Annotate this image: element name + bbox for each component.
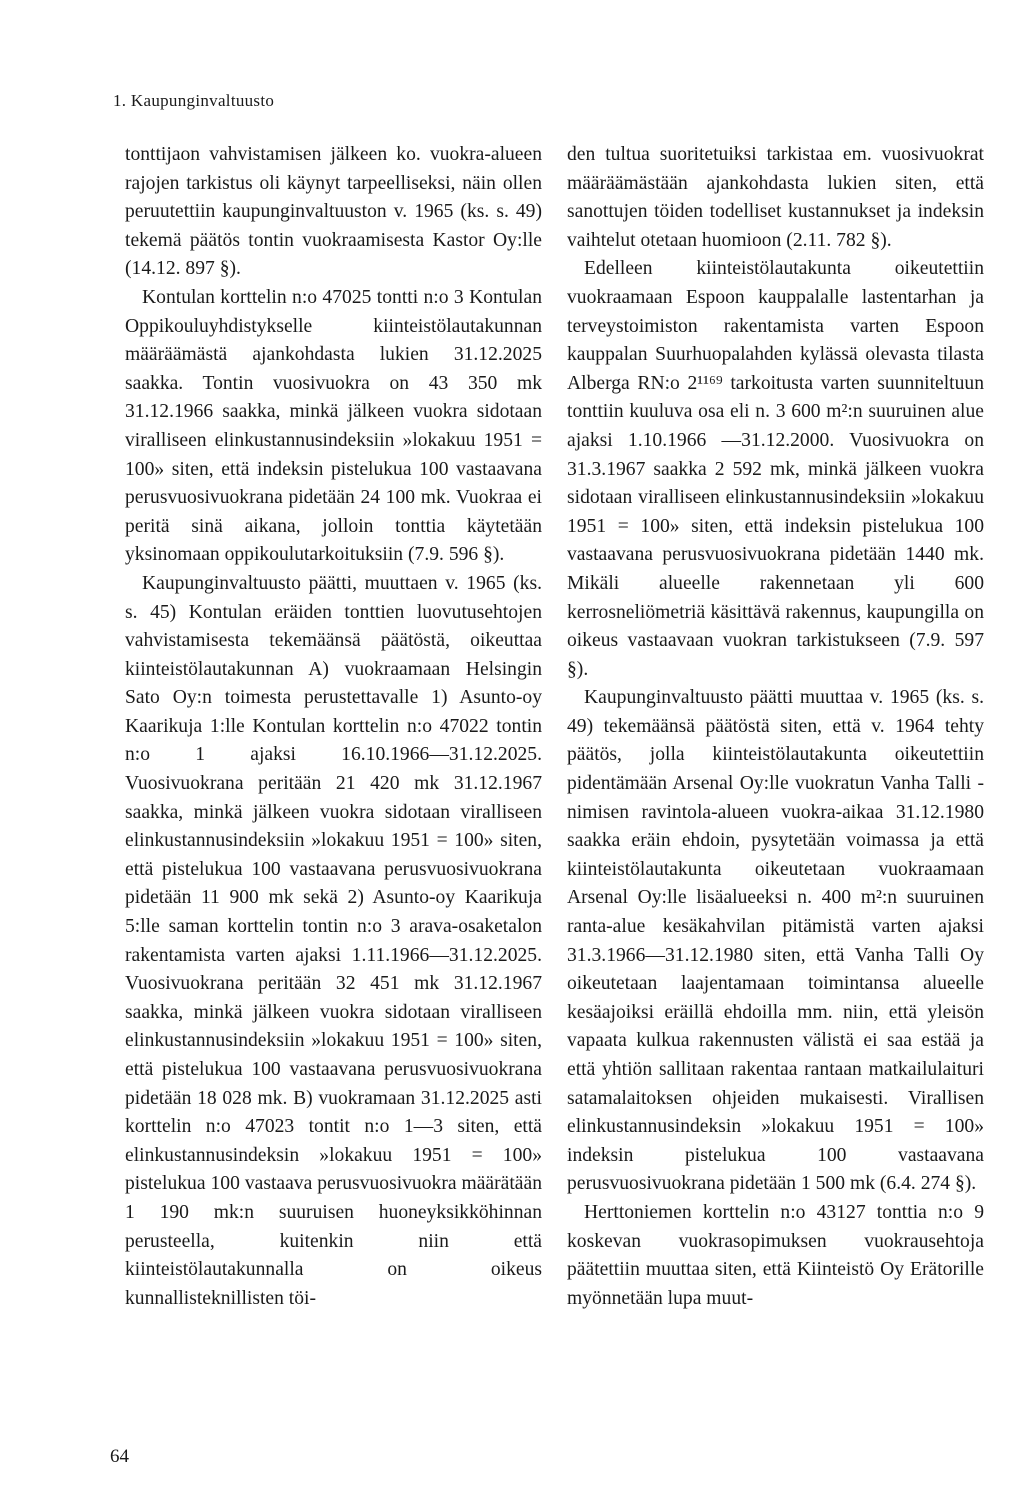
paragraph: tonttijaon vahvistamisen jälkeen ko. vuokra-alueen rajojen tarkistus oli käynyt tarpeelliseksi, näin ollen peruutettiin kaupunginvaltuuston v. 1965 (ks. s. 49) tekemä päätös tontin vuokraamisesta Kastor Oy:lle (14.12. 897 §). [125, 144, 542, 280]
right-column [567, 141, 984, 1313]
running-header: 1. Kaupunginvaltuusto [113, 91, 275, 110]
page-number: 64 [110, 1446, 129, 1467]
left-column [125, 141, 542, 1313]
paragraph: den tultua suoritetuiksi tarkistaa em. vuosivuokrat määräämästään ajankohdasta lukien siten, että sanottujen töiden todelliset kustannukset ja indeksin vaihtelut otetaan huomioon (2.11. 782 §). [567, 144, 984, 251]
paragraph: Kaupunginvaltuusto päätti muuttaa v. 1965 (ks. s. 49) tekemäänsä päätöstä siten, että v. 1964 tehty päätös, jolla kiinteistölautakunta oikeutettiin pidentämään Arsenal Oy:lle vuokratun Vanha Talli -nimisen ravintola-alueen vuokra-aikaa 31.12.1980 saakka eräin ehdoin, pysytetään voimassa ja että kiinteistölautakunta oikeutetaan vuokraamaan Arsenal Oy:lle lisäalueeksi n. 400 m²:n suuruinen ranta-alue kesäkahvilan pitämistä varten ajaksi 31.3.1966—31.12.1980 siten, että Vanha Talli Oy oikeutetaan laajentamaan toimintansa alueelle kesäajoiksi eräillä ehdoilla mm. niin, että yleisön vapaata kulkua rakennusten välistä ei saa estää ja että yhtiön sallitaan rakentaa rantaan matkailulaituri satamalaitoksen ohjeiden mukaisesti. Virallisen elinkustannusindeksin »lokakuu 1951 = 100» indeksin pistelukua 100 vastaavana perusvuosivuokrana pidetään 1 500 mk (6.4. 274 §). [567, 687, 984, 1195]
paragraph: Edelleen kiinteistölautakunta oikeutettiin vuokraamaan Espoon kauppalalle lastentarhan ja terveystoimiston rakentamista varten Espoon kauppalan Suurhuopalahden kylässä olevasta tilasta Alberga RN:o 2¹¹⁶⁹ tarkoitusta varten suunniteltuun tonttiin kuuluva osa eli n. 3 600 m²:n suuruinen alue ajaksi 1.10.1966 —31.12.2000. Vuosivuokra on 31.3.1967 saakka 2 592 mk, minkä jälkeen vuokra sidotaan viralliseen elinkustannusindeksiin »lokakuu 1951 = 100» siten, että indeksin pistelukua 100 vastaavana perusvuosivuokrana pidetään 1440 mk. Mikäli alueelle rakennetaan yli 600 kerrosneliömetriä käsittävä rakennus, kaupungilla on oikeus vastaavaan vuokran tarkistukseen (7.9. 597 §). [567, 258, 984, 680]
paragraph: Kaupunginvaltuusto päätti, muuttaen v. 1965 (ks. s. 45) Kontulan eräiden tonttien luovutusehtojen vahvistamisesta tekemäänsä päätöstä, oikeuttaa kiinteistölautakunnan A) vuokraamaan Helsingin Sato Oy:n toimesta perustettavalle 1) Asunto-oy Kaarikuja 1:lle Kontulan korttelin n:o 47022 tontin n:o 1 ajaksi 16.10.1966—31.12.2025. Vuosivuokrana peritään 21 420 mk 31.12.1967 saakka, minkä jälkeen vuokra sidotaan viralliseen elinkustannusindeksiin »lokakuu 1951 = 100» siten, että pistelukua 100 vastaavana perusvuosivuokrana pidetään 11 900 mk sekä 2) Asunto-oy Kaarikuja 5:lle saman korttelin tontin n:o 3 arava-osaketalon rakentamista varten ajaksi 1.11.1966—31.12.2025. Vuosivuokrana peritään 32 451 mk 31.12.1967 saakka, minkä jälkeen vuokra sidotaan viralliseen elinkustannusindeksiin »lokakuu 1951 = 100» siten, että pistelukua 100 vastaavana perusvuosivuokrana pidetään 18 028 mk. B) vuokramaan 31.12.2025 asti korttelin n:o 47023 tontit n:o 1—3 siten, että elinkustannusindeksin »lokakuu 1951 = 100» pistelukua 100 vastaava perusvuosivuokra määrätään 1 190 mk:n suuruisen huoneyksikköhinnan perusteella, kuitenkin niin että kiinteistölautakunnalla on oikeus kunnallisteknillisten töi- [125, 572, 542, 1309]
paragraph: Herttoniemen korttelin n:o 43127 tonttia n:o 9 koskevan vuokrasopimuksen vuokrausehtoja päätettiin muuttaa siten, että Kiinteistö Oy Erätorille myönnetään lupa muut- [567, 1201, 984, 1309]
paragraph: Kontulan korttelin n:o 47025 tontti n:o 3 Kontulan Oppikouluyhdistykselle kiinteistölautakunnan määräämästä ajankohdasta lukien 31.12.2025 saakka. Tontin vuosivuokra on 43 350 mk 31.12.1966 saakka, minkä jälkeen vuokra sidotaan viralliseen elinkustannusindeksiin »lokakuu 1951 = 100» siten, että indeksin pistelukua 100 vastaavana perusvuosivuokrana pidetään 24 100 mk. Vuokraa ei peritä sinä aikana, jolloin tonttia käytetään yksinomaan oppikoulutarkoituksiin (7.9. 596 §). [125, 286, 542, 566]
